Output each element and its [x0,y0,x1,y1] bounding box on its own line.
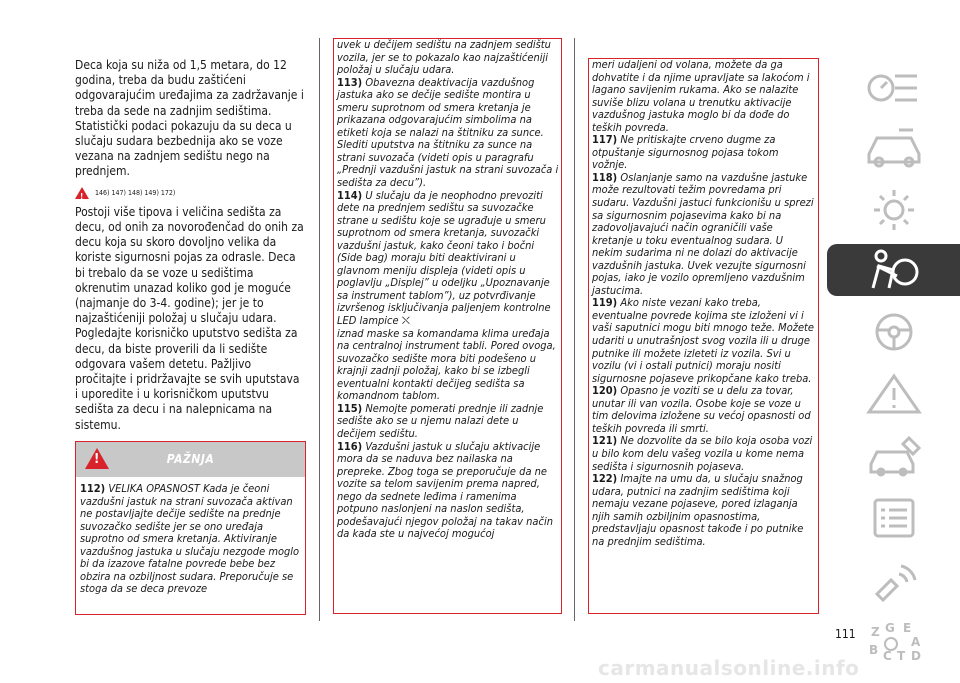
warning-refs: 146) 147) 148) 149) 172) [95,188,176,197]
attention-header [76,442,305,477]
item-number: 112) [80,482,106,495]
attention-title: PAŽNJA [166,452,215,466]
list-item: 122) Imajte na umu da, u slučaju snažnog udara, putnici na zadnjim sedištima koji nemaju vezane pojaseve, pored izlaganja njih samih ozbiljnim opasnostima, predstavljaju opasnost takođe i po putnike na prednjim sedištima. [592,472,804,548]
svg-text:A: A [910,635,920,649]
svg-text:Z: Z [870,625,880,639]
airbag-seat-icon [859,248,929,292]
watermark-footer: carmanualsonline.info [598,656,860,680]
svg-text:B: B [868,643,878,657]
list-item: 119) Ako niste vezani kako treba, eventualne povrede kojima ste izloženi vi i vaši saputnici mogu biti mnogo teže. Možete udariti u unutrašnjost svog vozila ili u druge putnike ili možete izleteti iz vozila. Svi u vozilu (vi i ostali putnici) moraju nositi sigurnosne pojaseve prikopčane kako treba. [592,296,815,385]
media-wifi-icon [859,558,929,602]
list-item: 114) U slučaju da je neophodno prevoziti dete na prednjem sedištu sa suvozačke strane u sedištu koje se ugrađuje u smeru suprotnom od smera kretanja, suvozački vazdušni jastuk, kako čeoni tako i bočni (Side bag) moraju biti deaktivirani u glavnom meniju displeja (videti opis u poglavlju „Displej” u odeljku „Upoznavanje sa instrument tablom”), uz potvrđivanje izvršenog isključivanja paljenjem kontrolne LED lampice ⛌ [337,188,551,328]
list-item: 120) Opasno je voziti se u delu za tovar, unutar ili van vozila. Osobe koje se voze u tim delovima izložene su većoj opasnosti od teških povreda ili smrti. [592,384,811,435]
tab-lights[interactable] [827,182,960,234]
page-number: 111 [835,627,856,641]
airbag-off-icon: ⛌ [401,314,410,328]
tab-dashboard[interactable] [827,58,960,110]
list-item: iznad maske sa komandama klima uređaja na centralnoj instrument tabli. Pored ovoga, suvozačko sedište mora biti podešeno u krajnji zadnji položaj, kako bi se izbegli eventualni kontakti dečijeg sedišta sa komandnom tablom. [337,326,556,403]
spec-list-icon [859,496,929,540]
list-item: 113) Obavezna deaktivacija vazdušnog jastuka ako se dečije sedište montira u smeru suprotnom od smera kretanja je prikazana odgovarajućim simbolima na etiketi koja se nalazi na štitniku za sunce. Slediti uputstva na štitniku za sunce na strani suvozača (videti opis u paragrafu „Prednji vazdušni jastuk na strani suvozača i sedišta za decu”). [337,75,559,190]
list-item: 118) Oslanjanje samo na vazdušne jastuke može rezultovati težim povredama pri sudaru. Vazdušni jastuci funkcionišu u sprezi sa sigurnosnim pojasevima kako bi na zadovoljavajući način ograničili vaše kretanje u toku eventualnog sudara. U nekim sudarima ni ne dolazi do aktivacije vazdušnih jastuka. Uvek vezujte sigurnosni pojas, iako je vozilo opremljeno vazdušnim jastucima. [592,170,814,297]
car-key-icon [859,124,929,168]
warning-triangle-icon: ! [75,187,89,199]
column-divider [319,38,320,621]
tab-emergency[interactable] [827,368,960,420]
intro-paragraph-2: Postoji više tipova i veličina sedišta za decu, od onih za novorođenčad do onih za decu koja su skoro dovoljno velika da koriste sigurnosni pojas za odrasle. Deca bi trebalo da se voze u sedištima okrenutim unazad koliko god je moguće (najmanje do 3-4. godine); jer je to najzaštićeniji položaj u slučaju udara. Pogledajte korisničko uputstvo sedišta za decu, da biste proverili da li sedište odgovara vašem detetu. Pažljivo pročitajte i pridržavajte se svih uputstava i uporedite i u korisničkom uputstvu sedišta za decu i na nalepnicama na sistemu. [75,204,304,432]
wrench-car-icon [859,434,929,478]
attention-body [76,477,305,596]
middle-column [337,39,559,541]
item-text: VELIKA OPASNOST Kada je čeoni vazdušni jastuk na strani suvozača aktivan ne postavljajte dečije sedište na prednje suvozačko sedište jer se ono uređaja suprotno od smera kretanja. Aktiviranje vazdušnog jastuka u slučaju nezgode moglo bi da izazove fatalne povrede bebe bez obzira na ozbiljnost sudara. Preporučuje se stoga da se deca prevoze [80,482,300,595]
warning-triangle-icon [859,372,929,416]
svg-text:D: D [910,649,921,663]
svg-text:G: G [884,621,895,635]
chapter-sidebar [827,58,960,678]
right-column [592,59,816,548]
tab-specs[interactable] [827,492,960,544]
warning-triangle-icon: ! [85,448,109,469]
svg-text:T: T [896,649,905,663]
car-dashboard-icon [859,62,929,106]
svg-text:C: C [882,649,892,663]
tab-multimedia[interactable] [827,554,960,606]
right-lead: meri udaljeni od volana, možete da ga dohvatite i da njime upravljate sa lakoćom i lagano savijenim rukama. Ako se nalazite suviše blizu volana u trenutku aktivacije vazdušnog jastuka moglo bi da dođe do teških povreda. [592,58,810,134]
list-item: 121) Ne dozvolite da se bilo koja osoba vozi u bilo kom delu vašeg vozila u kome nema sedišta i sigurnosnih pojaseva. [592,434,813,473]
tab-key[interactable] [827,120,960,172]
sun-light-icon [859,186,929,230]
intro-paragraph-1: Deca koja su niža od 1,5 metara, do 12 godina, treba da budu zaštićeni odgovarajućim uređajima za zadržavanje i treba da sede na zadnjim sedištima. Statistički podaci pokazuju da su deca u slučaju sudara bezbednija ako se voze vezana na zadnjem sedištu nego na prednjem. [75,58,304,179]
list-item: 117) Ne pritiskajte crveno dugme za otpuštanje sigurnosnog pojasa tokom vožnje. [592,133,779,172]
column-divider [574,38,575,621]
tab-safety[interactable] [827,244,960,296]
middle-lead: uvek u dečijem sedištu na zadnjem sedištu vozila, jer se to pokazalo kao najzaštićeniji položaj u slučaju udara. [337,38,551,77]
svg-text:E: E [902,621,911,635]
tab-driving[interactable] [827,306,960,358]
tab-maintenance[interactable] [827,430,960,482]
attention-box [75,441,306,615]
steering-wheel-icon [859,310,929,354]
left-column [75,58,305,433]
warning-refs-line [75,186,305,201]
list-item: 116) Vazdušni jastuk u slučaju aktivacije mora da se naduva bez nailaska na prepreke. Zbog toga se preporučuje da ne vozite sa telom savijenim prema napred, nego da sednete leđima i ramenima potpuno naslonjeni na naslon sedišta, podešavajući njegov položaj na takav način da kada ste u najvećoj mogućoj [337,439,553,541]
list-item: 115) Nemojte pomerati prednje ili zadnje sedište ako se u njemu nalazi dete u dečijem sedištu. [337,401,544,440]
